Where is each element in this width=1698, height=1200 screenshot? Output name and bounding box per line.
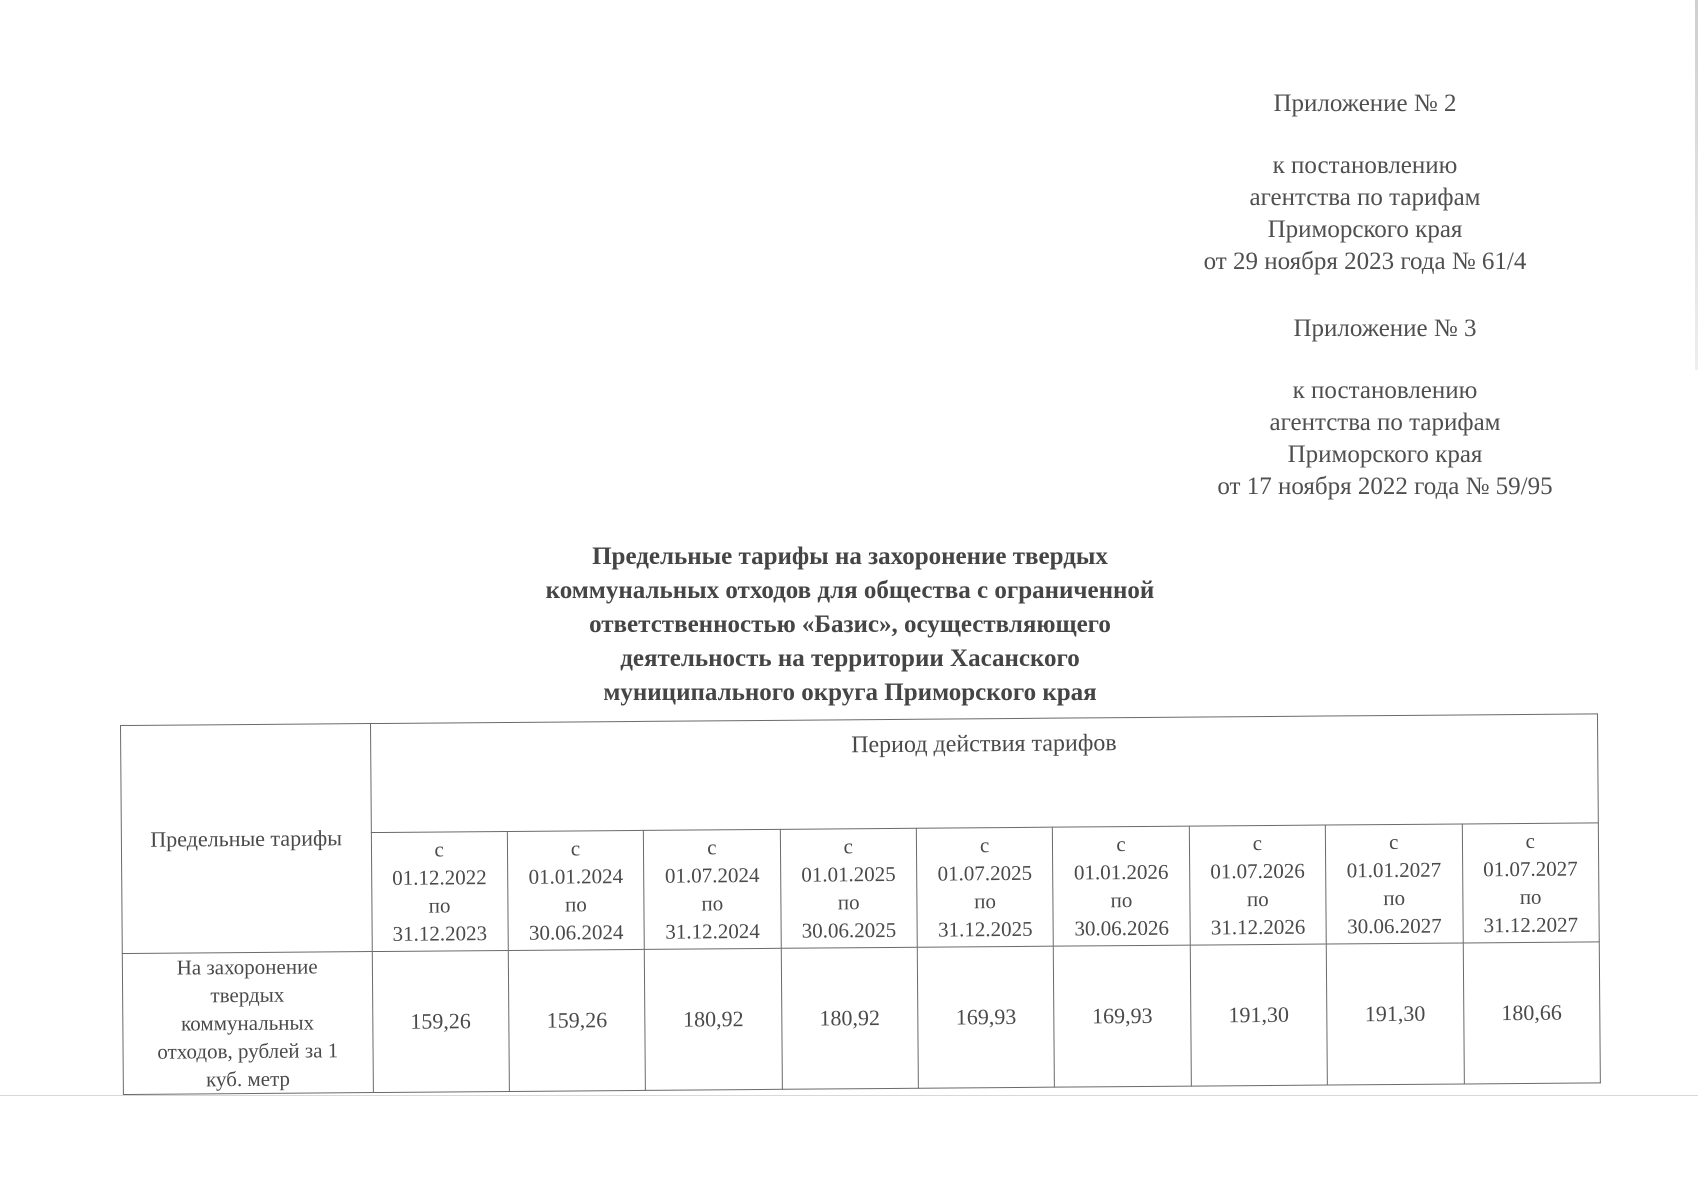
tariff-value-cell: 180,92 bbox=[781, 947, 918, 1089]
scan-line-artifact bbox=[0, 1095, 1698, 1096]
annex-2-line: к постановлению bbox=[1272, 152, 1458, 179]
period-from: 01.07.2026 bbox=[1210, 858, 1305, 884]
annex-3-line: агентства по тарифам bbox=[1269, 409, 1501, 436]
period-from: 01.01.2025 bbox=[801, 861, 896, 887]
row-label-line: куб. метр bbox=[206, 1066, 291, 1092]
period-cell bbox=[1053, 826, 1190, 946]
tariff-table bbox=[120, 713, 1601, 1095]
period-cell bbox=[1325, 824, 1462, 944]
annex-3-line: от 17 ноября 2022 года № 59/95 bbox=[1217, 473, 1553, 500]
document-title-line: деятельность на территории Хасанского bbox=[620, 645, 1080, 672]
row-label-line: На захоронение bbox=[176, 954, 318, 980]
annex-2-line: Приморского края bbox=[1267, 216, 1463, 243]
tariff-value-cell: 180,66 bbox=[1463, 942, 1601, 1084]
tariff-value-cell: 169,93 bbox=[917, 946, 1054, 1088]
period-to: 31.12.2023 bbox=[392, 921, 488, 946]
annex-2-line: от 29 ноября 2023 года № 61/4 bbox=[1203, 248, 1527, 275]
period-to: 30.06.2024 bbox=[528, 920, 624, 945]
period-cell bbox=[644, 829, 781, 949]
table-row bbox=[122, 942, 1600, 1095]
period-from: 01.01.2027 bbox=[1346, 857, 1442, 883]
tariff-value-cell: 169,93 bbox=[1054, 945, 1191, 1087]
period-from: 01.01.2024 bbox=[528, 864, 624, 889]
annex-3-line: Приморского края bbox=[1287, 441, 1483, 468]
period-to: 30.06.2025 bbox=[801, 917, 897, 943]
period-cell bbox=[780, 828, 917, 948]
period-from-prefix: с bbox=[1252, 831, 1263, 856]
period-from-prefix: с bbox=[707, 835, 717, 860]
annex-3-block bbox=[1185, 313, 1585, 503]
period-cell bbox=[1189, 825, 1326, 945]
period-from-prefix: с bbox=[570, 836, 581, 861]
period-from: 01.07.2027 bbox=[1483, 856, 1578, 882]
period-from-prefix: с bbox=[434, 837, 444, 862]
period-from: 01.12.2022 bbox=[392, 865, 487, 890]
annex-2-block bbox=[1170, 88, 1560, 278]
tariff-value-cell: 180,92 bbox=[645, 948, 782, 1090]
period-cell bbox=[916, 827, 1053, 947]
table-header-row bbox=[121, 714, 1599, 835]
period-to-prefix: по bbox=[1519, 884, 1542, 910]
period-from: 01.01.2026 bbox=[1073, 859, 1169, 885]
annex-2-line: агентства по тарифам bbox=[1249, 184, 1481, 211]
annex-3-line: к постановлению bbox=[1292, 377, 1478, 404]
period-from: 01.07.2025 bbox=[937, 860, 1033, 886]
period-to-prefix: по bbox=[974, 889, 997, 914]
period-to: 30.06.2026 bbox=[1074, 915, 1170, 941]
tariff-value-cell: 191,30 bbox=[1190, 944, 1327, 1086]
annex-2-title: Приложение № 2 bbox=[1273, 90, 1457, 117]
tariff-value-cell: 159,26 bbox=[508, 949, 645, 1091]
document-title-line: муниципального округа Приморского края bbox=[603, 679, 1097, 706]
annex-3-title: Приложение № 3 bbox=[1293, 315, 1477, 342]
period-cell bbox=[1462, 823, 1599, 943]
period-to: 31.12.2027 bbox=[1483, 912, 1579, 938]
row-label-line: отходов, рублей за 1 bbox=[157, 1038, 339, 1064]
period-cell bbox=[371, 831, 508, 951]
tariff-value-cell: 159,26 bbox=[372, 950, 509, 1092]
period-to-prefix: по bbox=[1383, 885, 1406, 911]
period-to-prefix: по bbox=[1110, 888, 1133, 913]
period-from-prefix: с bbox=[979, 833, 990, 858]
period-header-cell: Период действия тарифов bbox=[370, 714, 1598, 833]
row-header-cell: Предельные тарифы bbox=[121, 724, 372, 954]
period-from-prefix: с bbox=[1525, 828, 1535, 853]
period-to-prefix: по bbox=[565, 892, 587, 917]
period-from-prefix: с bbox=[1116, 832, 1126, 857]
document-title-line: Предельные тарифы на захоронение твердых bbox=[592, 543, 1108, 570]
period-to-prefix: по bbox=[428, 893, 451, 918]
period-from-prefix: с bbox=[1389, 829, 1399, 855]
document-title bbox=[470, 540, 1230, 710]
document-title-line: коммунальных отходов для общества с ограниченной bbox=[545, 577, 1155, 604]
period-cell bbox=[507, 830, 644, 950]
tariff-value-cell: 191,30 bbox=[1326, 943, 1463, 1085]
period-from-prefix: с bbox=[843, 834, 854, 859]
row-label-line: твердых bbox=[210, 982, 285, 1008]
period-to: 30.06.2027 bbox=[1347, 913, 1442, 939]
period-to-prefix: по bbox=[1246, 886, 1269, 912]
period-to: 31.12.2024 bbox=[665, 918, 760, 944]
period-to: 31.12.2026 bbox=[1210, 914, 1306, 940]
period-to-prefix: по bbox=[837, 890, 860, 915]
period-to-prefix: по bbox=[701, 891, 724, 916]
period-to: 31.12.2025 bbox=[937, 916, 1033, 942]
document-title-line: ответственностью «Базис», осуществляющего bbox=[589, 611, 1111, 638]
period-from: 01.07.2024 bbox=[664, 862, 760, 888]
row-label-cell bbox=[122, 952, 373, 1095]
row-label-line: коммунальных bbox=[181, 1010, 315, 1036]
